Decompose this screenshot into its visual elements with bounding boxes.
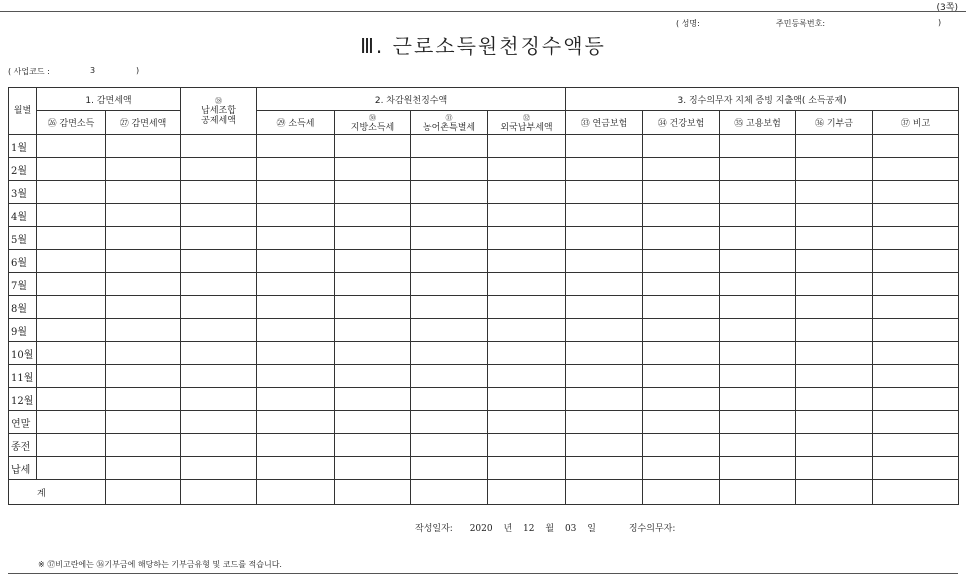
table-cell — [566, 204, 643, 227]
date-line: 작성일자: 2020 년 12 월 03 일 징수의무자: — [415, 524, 676, 534]
table-cell — [106, 204, 181, 227]
table-row — [9, 319, 959, 342]
table-cell — [566, 250, 643, 273]
table-cell — [873, 411, 959, 434]
rrn-close: ) — [938, 18, 942, 27]
table-cell — [643, 296, 720, 319]
table-cell — [796, 181, 873, 204]
table-cell — [720, 227, 796, 250]
table-cell — [796, 411, 873, 434]
table-cell — [720, 411, 796, 434]
table-cell — [643, 319, 720, 342]
page-title: Ⅲ. 근로소득원천징수액등 — [360, 34, 606, 58]
table-cell — [873, 457, 959, 480]
table-cell — [566, 135, 643, 158]
table-row — [9, 434, 959, 457]
table-cell — [566, 158, 643, 181]
month-label: 8월 — [9, 296, 37, 319]
date-day: 03 — [564, 524, 577, 534]
table-cell — [257, 204, 335, 227]
table-row — [9, 411, 959, 434]
table-cell — [796, 273, 873, 296]
table-cell — [488, 296, 566, 319]
date-label: 작성일자: — [415, 524, 453, 534]
table-cell — [106, 135, 181, 158]
table-cell — [181, 365, 257, 388]
table-row — [9, 250, 959, 273]
table-cell — [106, 434, 181, 457]
table-cell — [488, 319, 566, 342]
col-67: ㉜ 외국납부세액 — [488, 111, 566, 135]
table-cell — [181, 388, 257, 411]
table-cell — [181, 296, 257, 319]
table-cell — [873, 296, 959, 319]
total-label: 계 — [9, 480, 106, 505]
table-cell — [411, 250, 488, 273]
table-cell — [796, 135, 873, 158]
table-cell — [37, 342, 106, 365]
table-cell — [643, 227, 720, 250]
table-cell — [566, 227, 643, 250]
col-65: ㉚ 지방소득세 — [335, 111, 411, 135]
table-cell — [335, 411, 411, 434]
table-cell — [488, 135, 566, 158]
table-cell — [37, 411, 106, 434]
table-row — [9, 457, 959, 480]
table-cell — [796, 204, 873, 227]
table-cell — [873, 319, 959, 342]
table-cell — [106, 296, 181, 319]
table-cell — [411, 204, 488, 227]
month-label: 납세 — [9, 457, 37, 480]
table-cell — [566, 365, 643, 388]
table-cell — [37, 457, 106, 480]
month-label: 6월 — [9, 250, 37, 273]
table-cell — [411, 365, 488, 388]
table-cell — [488, 457, 566, 480]
table-cell — [335, 181, 411, 204]
table-cell — [335, 457, 411, 480]
table-cell — [566, 181, 643, 204]
table-cell — [873, 388, 959, 411]
table-cell — [566, 434, 643, 457]
col-71: ㊱ 기부금 — [796, 111, 873, 135]
table-cell — [488, 273, 566, 296]
month-label: 4월 — [9, 204, 37, 227]
table-cell — [37, 319, 106, 342]
business-code-value: 3 — [90, 66, 96, 75]
table-cell — [37, 250, 106, 273]
col-70: ㉟ 고용보험 — [720, 111, 796, 135]
footnote: ※ ㊲비고란에는 ㊱기부금에 해당하는 기부금유형 및 코드를 적습니다. — [38, 560, 282, 569]
table-cell — [720, 319, 796, 342]
table-row — [9, 204, 959, 227]
table-cell — [411, 135, 488, 158]
obligor-label: 징수의무자: — [628, 524, 676, 534]
table-cell — [181, 204, 257, 227]
month-label: 3월 — [9, 181, 37, 204]
table-row — [9, 273, 959, 296]
table-cell — [335, 342, 411, 365]
table-cell — [106, 158, 181, 181]
rrn-label: 주민등록번호: — [776, 19, 826, 28]
table-cell — [106, 457, 181, 480]
business-code-label: ( 사업코드 : — [8, 67, 50, 76]
table-cell — [643, 273, 720, 296]
table-cell — [488, 158, 566, 181]
table-cell — [181, 181, 257, 204]
table-cell — [643, 411, 720, 434]
table-cell — [488, 411, 566, 434]
group-reduction: 1. 감면세액 — [37, 88, 181, 111]
table-cell — [411, 388, 488, 411]
table-cell — [873, 365, 959, 388]
table-cell — [873, 434, 959, 457]
table-cell — [643, 204, 720, 227]
table-cell — [335, 319, 411, 342]
table-cell — [37, 273, 106, 296]
col-68: ㉝ 연금보험 — [566, 111, 643, 135]
month-label: 연말 — [9, 411, 37, 434]
table-cell — [720, 250, 796, 273]
month-label: 12월 — [9, 388, 37, 411]
table-cell — [257, 158, 335, 181]
col-64: ㉙ 소득세 — [257, 111, 335, 135]
month-label: 9월 — [9, 319, 37, 342]
table-cell — [37, 296, 106, 319]
col-62: ㉗ 감면세액 — [106, 111, 181, 135]
table-cell — [796, 457, 873, 480]
table-cell — [411, 434, 488, 457]
table-cell — [720, 181, 796, 204]
table-cell — [720, 204, 796, 227]
table-row — [9, 296, 959, 319]
table-cell — [335, 296, 411, 319]
table-cell — [37, 227, 106, 250]
table-cell — [181, 411, 257, 434]
table-cell — [720, 135, 796, 158]
month-label: 종전 — [9, 434, 37, 457]
table-cell — [335, 434, 411, 457]
table-cell — [37, 135, 106, 158]
table-cell — [796, 296, 873, 319]
table-cell — [411, 296, 488, 319]
table-cell — [720, 158, 796, 181]
table-cell — [873, 204, 959, 227]
table-cell — [335, 388, 411, 411]
table-cell — [411, 227, 488, 250]
table-cell — [488, 204, 566, 227]
table-cell — [106, 365, 181, 388]
withholding-table — [8, 87, 959, 505]
table-cell — [566, 296, 643, 319]
month-label: 2월 — [9, 158, 37, 181]
table-row — [9, 365, 959, 388]
table-cell — [643, 434, 720, 457]
table-cell — [257, 250, 335, 273]
table-cell — [488, 342, 566, 365]
table-cell — [488, 181, 566, 204]
table-cell — [488, 250, 566, 273]
table-cell — [257, 434, 335, 457]
table-cell — [643, 457, 720, 480]
table-cell — [796, 319, 873, 342]
table-cell — [335, 250, 411, 273]
table-cell — [566, 319, 643, 342]
table-cell — [37, 388, 106, 411]
col-61: ㉖ 감면소득 — [37, 111, 106, 135]
table-cell — [257, 319, 335, 342]
table-cell — [37, 365, 106, 388]
table-cell — [873, 250, 959, 273]
table-cell — [106, 227, 181, 250]
table-cell — [257, 388, 335, 411]
table-cell — [643, 250, 720, 273]
col-66: ㉛ 농어촌특별세 — [411, 111, 488, 135]
table-cell — [411, 319, 488, 342]
table-cell — [335, 135, 411, 158]
table-cell — [873, 135, 959, 158]
top-divider — [0, 11, 966, 12]
table-cell — [37, 158, 106, 181]
table-cell — [796, 342, 873, 365]
table-cell — [106, 319, 181, 342]
group-withholding: 2. 차감원천징수액 — [257, 88, 566, 111]
month-label: 10월 — [9, 342, 37, 365]
table-cell — [106, 342, 181, 365]
table-cell — [257, 411, 335, 434]
table-cell — [37, 181, 106, 204]
table-cell — [257, 457, 335, 480]
table-cell — [720, 273, 796, 296]
table-cell — [181, 342, 257, 365]
table-cell — [257, 342, 335, 365]
table-row — [9, 388, 959, 411]
table-row — [9, 135, 959, 158]
table-cell — [181, 457, 257, 480]
table-cell — [488, 388, 566, 411]
table-cell — [720, 457, 796, 480]
month-label: 1월 — [9, 135, 37, 158]
table-cell — [411, 158, 488, 181]
table-cell — [335, 204, 411, 227]
col-63: ㉘ 납세조합 공제세액 — [181, 88, 257, 135]
col-72: ㊲ 비고 — [873, 111, 959, 135]
group-expenses: 3. 징수의무자 지체 증빙 지출액( 소득공제) — [566, 88, 959, 111]
table-cell — [566, 388, 643, 411]
table-cell — [181, 158, 257, 181]
table-cell — [720, 342, 796, 365]
table-cell — [488, 434, 566, 457]
table-cell — [106, 181, 181, 204]
table-cell — [106, 388, 181, 411]
table-cell — [643, 181, 720, 204]
business-code-close: ) — [136, 66, 140, 75]
table-cell — [257, 365, 335, 388]
table-row — [9, 227, 959, 250]
table-cell — [566, 457, 643, 480]
table-cell — [411, 273, 488, 296]
month-label: 11월 — [9, 365, 37, 388]
table-cell — [796, 388, 873, 411]
table-cell — [106, 411, 181, 434]
table-cell — [643, 388, 720, 411]
month-label: 5월 — [9, 227, 37, 250]
table-cell — [566, 342, 643, 365]
table-cell — [37, 204, 106, 227]
table-cell — [643, 365, 720, 388]
table-cell — [643, 158, 720, 181]
table-cell — [720, 296, 796, 319]
table-cell — [488, 227, 566, 250]
table-row — [9, 181, 959, 204]
date-month: 12 — [523, 524, 535, 534]
table-cell — [181, 273, 257, 296]
table-cell — [335, 158, 411, 181]
table-cell — [873, 158, 959, 181]
table-cell — [566, 411, 643, 434]
bottom-divider — [8, 573, 958, 574]
month-label: 7월 — [9, 273, 37, 296]
name-label: ( 성명: — [676, 19, 700, 28]
table-cell — [181, 434, 257, 457]
table-cell — [411, 457, 488, 480]
table-cell — [106, 273, 181, 296]
table-row — [9, 158, 959, 181]
table-cell — [411, 181, 488, 204]
table-cell — [643, 342, 720, 365]
table-cell — [181, 250, 257, 273]
table-cell — [796, 158, 873, 181]
table-cell — [335, 365, 411, 388]
table-cell — [873, 273, 959, 296]
month-header: 월별 — [9, 88, 37, 135]
date-year: 2020 — [469, 524, 493, 534]
table-cell — [720, 365, 796, 388]
table-cell — [796, 227, 873, 250]
table-cell — [181, 227, 257, 250]
table-cell — [257, 227, 335, 250]
table-cell — [257, 273, 335, 296]
table-cell — [873, 342, 959, 365]
table-cell — [181, 319, 257, 342]
table-cell — [257, 296, 335, 319]
table-cell — [257, 181, 335, 204]
table-cell — [720, 434, 796, 457]
table-cell — [720, 388, 796, 411]
table-cell — [643, 135, 720, 158]
table-cell — [335, 227, 411, 250]
table-row — [9, 342, 959, 365]
table-cell — [796, 434, 873, 457]
table-cell — [411, 411, 488, 434]
col-69: ㉞ 건강보험 — [643, 111, 720, 135]
table-cell — [488, 365, 566, 388]
table-cell — [873, 227, 959, 250]
table-cell — [257, 135, 335, 158]
table-cell — [335, 273, 411, 296]
table-cell — [796, 250, 873, 273]
table-cell — [873, 181, 959, 204]
table-cell — [106, 250, 181, 273]
table-cell — [411, 342, 488, 365]
table-cell — [37, 434, 106, 457]
page-number: (3쪽) — [936, 3, 958, 13]
table-cell — [566, 273, 643, 296]
table-cell — [796, 365, 873, 388]
table-cell — [181, 135, 257, 158]
